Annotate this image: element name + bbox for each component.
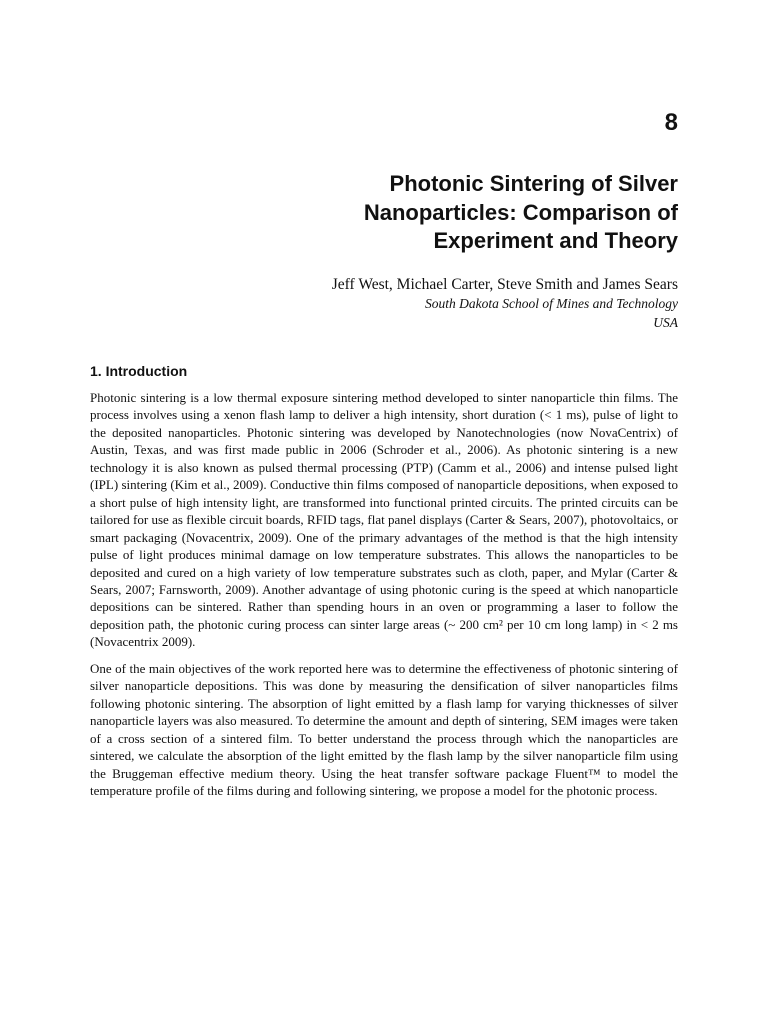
chapter-title-line: Photonic Sintering of Silver [389,171,678,196]
author-list: Jeff West, Michael Carter, Steve Smith and James Sears [331,276,678,293]
author-affiliation [425,294,678,332]
section-body [90,389,678,808]
chapter-number: 8 [664,109,678,136]
affiliation-country: USA [653,315,678,330]
section-heading: 1. Introduction [90,363,188,379]
affiliation-institution: South Dakota School of Mines and Technology [425,296,678,311]
body-paragraph: One of the main objectives of the work reported here was to determine the effectiveness of photonic sintering of silver nanoparticle depositions. This was done by measuring the densification of silver nanoparticles films following photonic sintering. The absorption of light emitted by a flash lamp for varying thicknesses of silver nanoparticle layers was also measured. To determine the amount and depth of sintering, SEM images were taken of a cross section of a sintered film. To better understand the process through which the nanoparticles are sintered, we calculate the absorption of the light emitted by the flash lamp by the silver nanoparticle film using the Bruggeman effective medium theory. Using the heat transfer software package Fluent™ to model the temperature profile of the films during and following sintering, we propose a model for the photonic process. [90,660,678,798]
chapter-title [258,170,678,256]
body-paragraph: Photonic sintering is a low thermal exposure sintering method developed to sinter nanoparticle thin films. The process involves using a xenon flash lamp to deliver a high intensity, short duration (< 1 ms), pulse of light to the deposited nanoparticles. Photonic sintering was developed by Nanotechnologies (now NovaCentrix) of Austin, Texas, and was first made public in 2006 (Schroder et al., 2006). As photonic sintering is a new technology it is also known as pulsed thermal processing (PTP) (Camm et al., 2006) and intense pulsed light (IPL) sintering (Kim et al., 2009). Conductive thin films composed of nanoparticle depositions, when exposed to a short pulse of high intensity light, are transformed into functional printed circuits. The printed circuits can be tailored for use as flexible circuit boards, RFID tags, flat panel displays (Carter & Sears, 2007), photovoltaics, or smart packaging (Novacentrix, 2009). One of the primary advantages of the method is that the high intensity pulse of light produces minimal damage on low temperature substrates. This allows the nanoparticles to be deposited and cured on a high variety of low temperature substrates such as cloth, paper, and Mylar (Carter & Sears, 2007; Farnsworth, 2009). Another advantage of using photonic curing is the speed at which nanoparticle depositions can be sintered. Rather than spending hours in an oven or programming a laser to follow the deposition path, the photonic curing process can sinter large areas (~ 200 cm² per 10 cm long lamp) in < 2 ms (Novacentrix 2009). [90,390,678,650]
chapter-title-line: Nanoparticles: Comparison of [363,199,678,225]
chapter-title-line: Experiment and Theory [433,228,678,253]
